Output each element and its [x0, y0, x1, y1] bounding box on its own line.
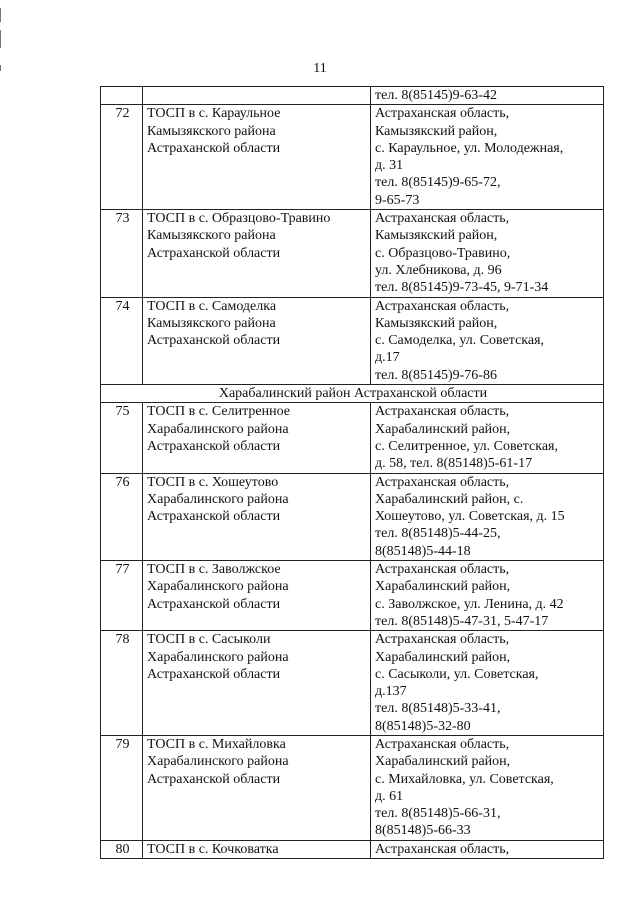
address-cell: Астраханская область, — [371, 840, 604, 858]
address-cell: Астраханская область, Харабалинский район, с. Хошеутово, ул. Советская, д. 15 тел. 8(85148)5-44-25, 8(85148)5-44-18 — [371, 473, 604, 560]
office-name-cell: ТОСП в с. Сасыколи Харабалинского района Астраханской области — [143, 631, 371, 736]
address-cell: Астраханская область, Камызякский район, с. Самоделка, ул. Советская, д.17 тел. 8(85145)9-76-86 — [371, 297, 604, 384]
table-row — [101, 631, 604, 736]
table-row — [101, 840, 604, 858]
row-number-cell: 79 — [101, 735, 143, 840]
address-cell: Астраханская область, Харабалинский район, с. Селитренное, ул. Советская, д. 58, тел. 8(85148)5-61-17 — [371, 403, 604, 473]
table-row — [101, 403, 604, 473]
row-number-cell: 76 — [101, 473, 143, 560]
row-number-cell — [101, 87, 143, 105]
office-name-cell: ТОСП в с. Самоделка Камызякского района Астраханской области — [143, 297, 371, 384]
row-number-cell: 77 — [101, 561, 143, 631]
row-number-cell: 80 — [101, 840, 143, 858]
row-number-cell: 78 — [101, 631, 143, 736]
office-name-cell: ТОСП в с. Караульное Камызякского района Астраханской области — [143, 105, 371, 210]
address-cell: Астраханская область, Харабалинский район, с. Михайловка, ул. Советская, д. 61 тел. 8(85148)5-66-31, 8(85148)5-66-33 — [371, 735, 604, 840]
office-name-cell: ТОСП в с. Образцово-Травино Камызякского района Астраханской области — [143, 210, 371, 297]
row-number-cell: 75 — [101, 403, 143, 473]
section-title: Харабалинский район Астраханской области — [101, 385, 604, 403]
row-number-cell: 73 — [101, 210, 143, 297]
address-cell: Астраханская область, Харабалинский район, с. Заволжское, ул. Ленина, д. 42 тел. 8(85148)5-47-31, 5-47-17 — [371, 561, 604, 631]
table-row — [101, 210, 604, 297]
address-cell: Астраханская область, Харабалинский район, с. Сасыколи, ул. Советская, д.137 тел. 8(85148)5-33-41, 8(85148)5-32-80 — [371, 631, 604, 736]
address-cell: Астраханская область, Камызякский район, с. Караульное, ул. Молодежная, д. 31 тел. 8(85145)9-65-72, 9-65-73 — [371, 105, 604, 210]
page-number: 11 — [313, 61, 327, 76]
address-cell: тел. 8(85145)9-63-42 — [371, 87, 604, 105]
table-row — [101, 105, 604, 210]
office-name-cell: ТОСП в с. Хошеутово Харабалинского района Астраханской области — [143, 473, 371, 560]
table-row — [101, 473, 604, 560]
address-cell: Астраханская область, Камызякский район, с. Образцово-Травино, ул. Хлебникова, д. 96 тел. 8(85145)9-73-45, 9-71-34 — [371, 210, 604, 297]
office-name-cell: ТОСП в с. Михайловка Харабалинского района Астраханской области — [143, 735, 371, 840]
table-row — [101, 87, 604, 105]
office-name-cell: ТОСП в с. Селитренное Харабалинского района Астраханской области — [143, 403, 371, 473]
table-row — [101, 735, 604, 840]
scan-margin-mark — [0, 30, 1, 48]
kharabali-rows — [101, 403, 604, 859]
office-name-cell: ТОСП в с. Заволжское Харабалинского района Астраханской области — [143, 561, 371, 631]
table-row — [101, 297, 604, 384]
table-row — [101, 561, 604, 631]
row-number-cell: 74 — [101, 297, 143, 384]
row-number-cell: 72 — [101, 105, 143, 210]
scan-margin-mark — [0, 8, 1, 22]
office-name-cell — [143, 87, 371, 105]
section-header-row — [101, 385, 604, 403]
office-name-cell: ТОСП в с. Кочковатка — [143, 840, 371, 858]
kamyzyak-rows — [101, 105, 604, 385]
contacts-table — [100, 86, 604, 859]
